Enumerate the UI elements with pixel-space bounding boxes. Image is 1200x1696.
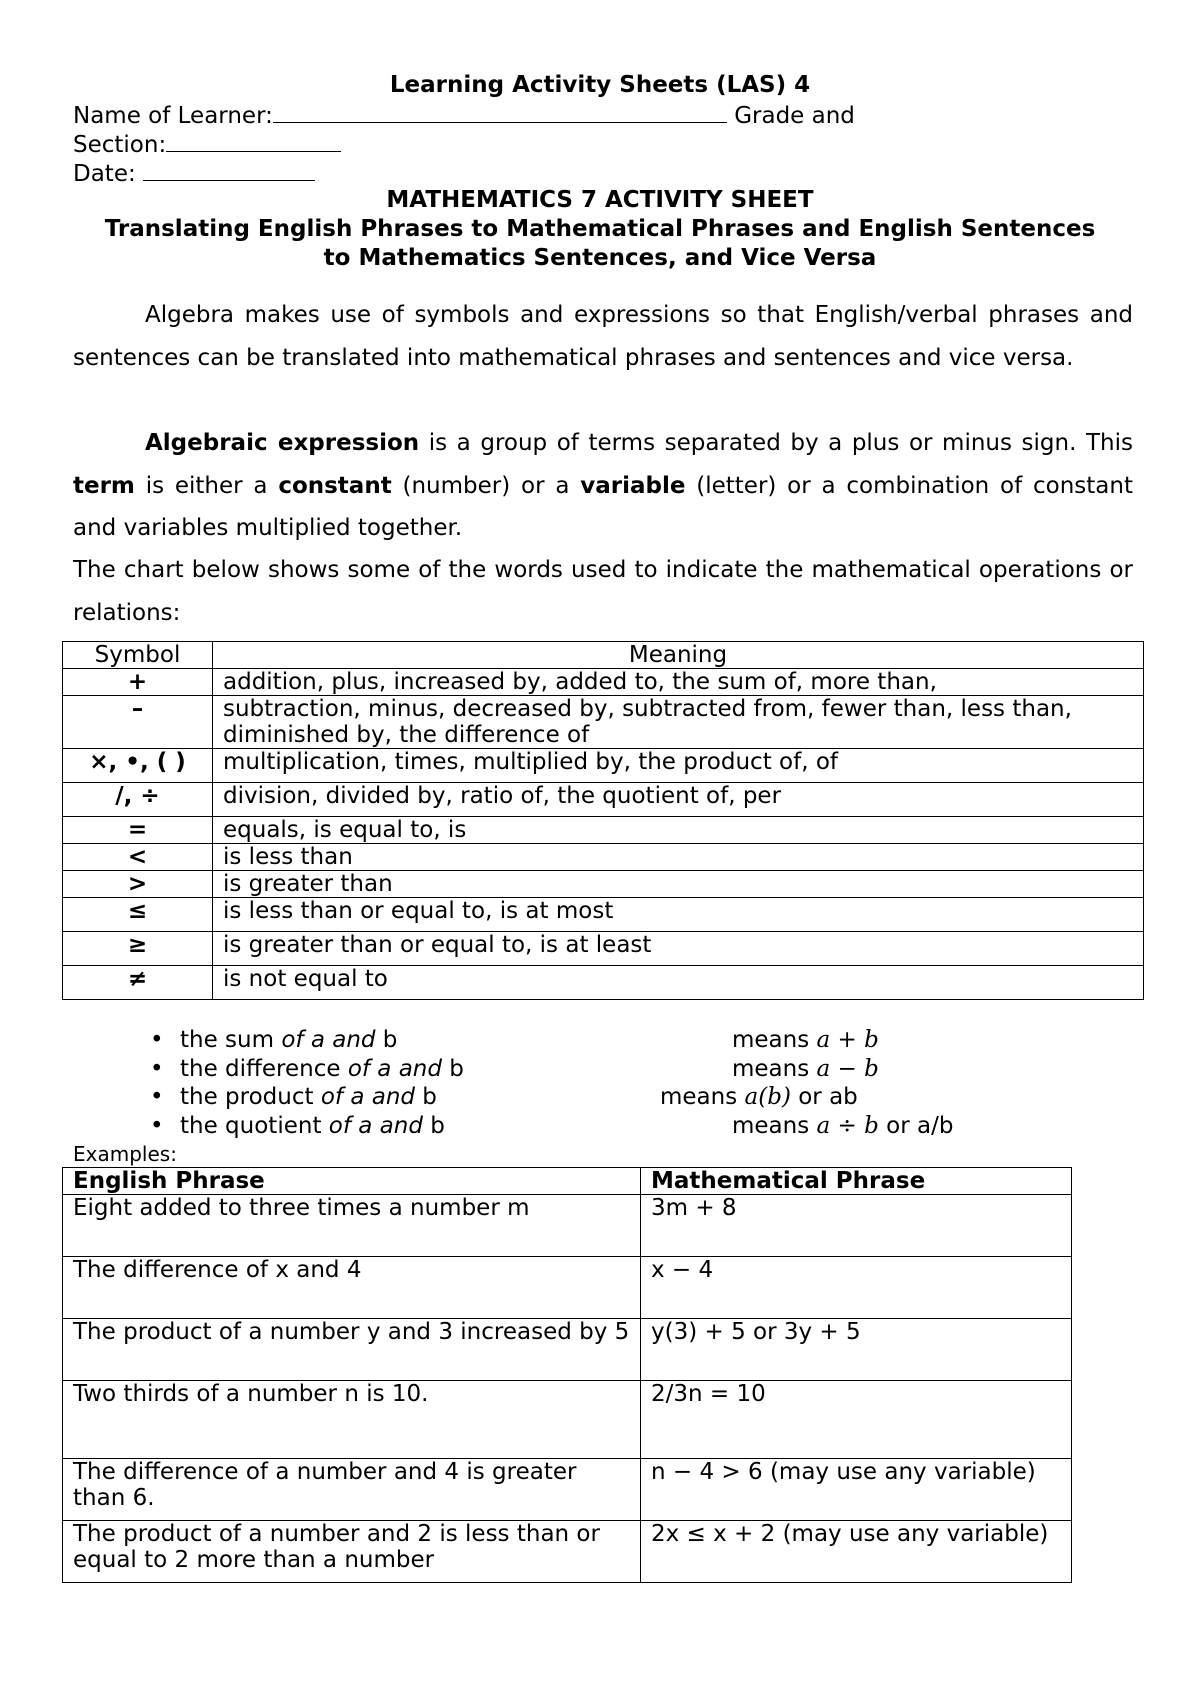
table-row <box>63 966 1144 1000</box>
grade-label: Grade and <box>734 103 855 129</box>
symbol-cell: – <box>63 696 213 749</box>
phrase-end: b <box>422 1112 445 1139</box>
section-label: Section: <box>73 132 167 158</box>
table-row <box>63 844 1144 871</box>
symbol-cell: < <box>63 844 213 871</box>
operation-examples-list <box>150 1027 954 1141</box>
date-blank[interactable] <box>143 158 315 181</box>
symbol-cell: ≥ <box>63 932 213 966</box>
table-header-row <box>63 1168 1072 1195</box>
term-term: term <box>73 472 135 499</box>
phrase-italic: of a and <box>320 1084 415 1110</box>
symbol-cell: = <box>63 817 213 844</box>
means-label: means <box>732 1112 817 1139</box>
definition-paragraph <box>73 422 1133 550</box>
list-item <box>150 1027 879 1056</box>
math-expression: a + b <box>816 1027 879 1053</box>
bullet-icon: • <box>150 1084 164 1110</box>
term-variable: variable <box>580 472 686 499</box>
definition-text-1: is a group of terms separated by a plus or minus sign. This <box>419 430 1133 456</box>
phrase-text: the quotient <box>180 1112 329 1139</box>
table-row <box>63 1257 1072 1319</box>
math-phrase-cell: 3m + 8 <box>641 1195 1072 1257</box>
intro-paragraph <box>73 294 1133 379</box>
math-phrase-cell: n − 4 > 6 (may use any variable) <box>641 1459 1072 1521</box>
phrase-end: b <box>375 1027 398 1053</box>
intro-text: Algebra makes use of symbols and expressions so that English/verbal phrases and sentences can be translated into mathematical phrases and sentences and vice versa. <box>73 302 1133 371</box>
symbol-cell: ≤ <box>63 898 213 932</box>
phrase-end: b <box>441 1055 464 1082</box>
math-expression: a − b <box>816 1055 879 1082</box>
means-label: means <box>732 1027 817 1053</box>
math-phrase-cell: y(3) + 5 or 3y + 5 <box>641 1319 1072 1381</box>
symbol-cell: > <box>63 871 213 898</box>
math-phrase-cell: 2x ≤ x + 2 (may use any variable) <box>641 1521 1072 1583</box>
math-expression-tail: or ab <box>790 1084 858 1110</box>
topic-heading-line2: to Mathematics Sentences, and Vice Versa <box>323 245 877 271</box>
meaning-cell: subtraction, minus, decreased by, subtracted from, fewer than, less than, diminished by, the difference of <box>213 696 1144 749</box>
phrase-italic: of a and <box>281 1027 376 1053</box>
bullet-icon: • <box>150 1112 164 1139</box>
list-item <box>150 1055 879 1085</box>
english-phrase-cell: The difference of a number and 4 is greater than 6. <box>63 1459 641 1521</box>
table-row <box>63 1459 1072 1521</box>
table-row <box>63 817 1144 844</box>
bullet-icon: • <box>150 1027 164 1053</box>
english-phrase-cell: The product of a number and 2 is less than or equal to 2 more than a number <box>63 1521 641 1583</box>
meaning-cell: is greater than <box>213 871 1144 898</box>
meaning-cell: division, divided by, ratio of, the quotient of, per <box>213 783 1144 817</box>
phrase-text: the product <box>180 1084 321 1110</box>
symbol-cell: ×, •, ( ) <box>63 749 213 783</box>
meaning-cell: is greater than or equal to, is at least <box>213 932 1144 966</box>
table-header-row <box>63 642 1144 669</box>
header-mathematical-phrase: Mathematical Phrase <box>641 1168 1072 1195</box>
phrase-end: b <box>415 1084 437 1110</box>
table-row <box>63 1521 1072 1583</box>
english-phrase-cell: The difference of x and 4 <box>63 1257 641 1319</box>
english-phrase-cell: Two thirds of a number n is 10. <box>63 1381 641 1459</box>
examples-label: Examples: <box>73 1142 177 1166</box>
meaning-cell: is less than or equal to, is at most <box>213 898 1144 932</box>
name-blank[interactable] <box>273 100 727 123</box>
table-row <box>63 783 1144 817</box>
symbol-cell: ≠ <box>63 966 213 1000</box>
phrase-italic: of a and <box>328 1112 423 1139</box>
meaning-cell: is not equal to <box>213 966 1144 1000</box>
table-row <box>63 1319 1072 1381</box>
symbol-cell: /, ÷ <box>63 783 213 817</box>
section-blank[interactable] <box>166 129 341 152</box>
math-expression: a(b) <box>744 1084 791 1110</box>
meaning-cell: equals, is equal to, is <box>213 817 1144 844</box>
header-meaning: Meaning <box>213 642 1144 669</box>
term-constant: constant <box>278 472 392 499</box>
table-row <box>63 669 1144 696</box>
definition-text-4: (letter) or a combination of constant and variables multiplied together. <box>73 472 1133 541</box>
header-english-phrase: English Phrase <box>63 1168 641 1195</box>
math-phrase-cell: x − 4 <box>641 1257 1072 1319</box>
definition-text-2: is either a <box>134 472 279 499</box>
math-expression: a ÷ b <box>816 1112 879 1139</box>
table-row <box>63 898 1144 932</box>
examples-table <box>62 1167 1072 1583</box>
list-item <box>150 1084 858 1113</box>
math-expression-tail: or a/b <box>878 1112 954 1139</box>
table-row <box>63 696 1144 749</box>
date-line <box>73 158 315 187</box>
section-line <box>73 129 341 158</box>
topic-heading-line1: Translating English Phrases to Mathematical Phrases and English Sentences <box>104 216 1096 242</box>
symbol-cell: + <box>63 669 213 696</box>
means-label: means <box>660 1084 745 1110</box>
symbol-meaning-table <box>62 641 1144 1000</box>
bullet-icon: • <box>150 1055 164 1082</box>
header-symbol: Symbol <box>63 642 213 669</box>
math-phrase-cell: 2/3n = 10 <box>641 1381 1072 1459</box>
list-item <box>150 1112 954 1142</box>
term-algebraic-expression: Algebraic expression <box>145 430 420 456</box>
name-label: Name of Learner: <box>73 103 273 129</box>
definition-text-3: (number) or a <box>391 472 581 499</box>
chart-intro-paragraph: The chart below shows some of the words used to indicate the mathematical operations or relations: <box>73 557 1133 626</box>
table-row <box>63 871 1144 898</box>
subject-heading: MATHEMATICS 7 ACTIVITY SHEET <box>386 187 814 213</box>
english-phrase-cell: Eight added to three times a number m <box>63 1195 641 1257</box>
means-label: means <box>732 1055 817 1082</box>
table-row <box>63 932 1144 966</box>
phrase-italic: of a and <box>347 1055 442 1082</box>
english-phrase-cell: The product of a number y and 3 increased by 5 <box>63 1319 641 1381</box>
table-row <box>63 749 1144 783</box>
phrase-text: the sum <box>180 1027 282 1053</box>
date-label: Date: <box>73 161 136 187</box>
phrase-text: the difference <box>180 1055 348 1082</box>
name-line <box>73 100 855 129</box>
sheet-title: Learning Activity Sheets (LAS) 4 <box>389 72 811 98</box>
meaning-cell: is less than <box>213 844 1144 871</box>
table-row <box>63 1195 1072 1257</box>
meaning-cell: addition, plus, increased by, added to, the sum of, more than, <box>213 669 1144 696</box>
table-row <box>63 1381 1072 1459</box>
meaning-cell: multiplication, times, multiplied by, the product of, of <box>213 749 1144 783</box>
